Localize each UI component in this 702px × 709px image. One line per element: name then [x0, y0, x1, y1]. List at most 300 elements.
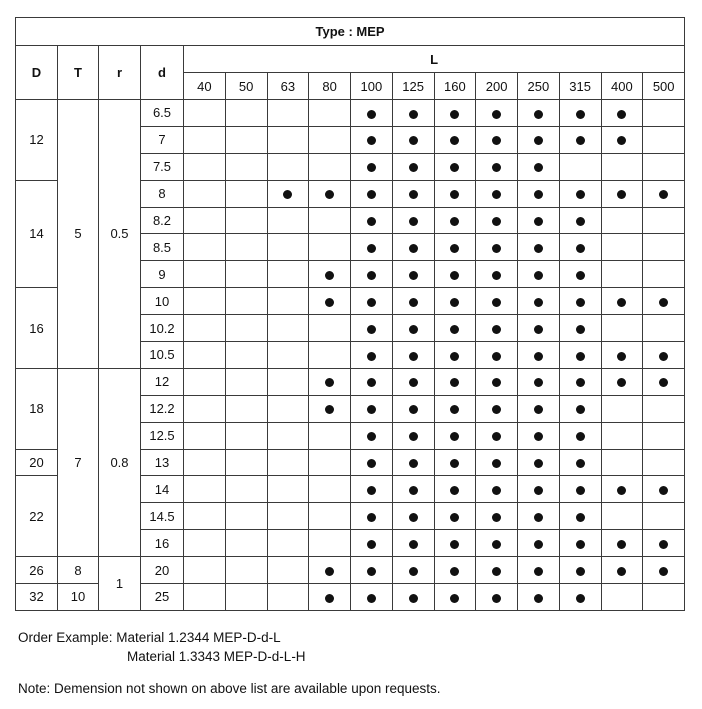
availability-cell	[434, 207, 476, 234]
available-dot-icon	[367, 513, 376, 522]
available-dot-icon	[409, 594, 418, 603]
available-dot-icon	[576, 405, 585, 414]
available-dot-icon	[534, 163, 543, 172]
availability-cell	[309, 126, 351, 153]
cell-D: 22	[16, 476, 58, 557]
cell-d: 14.5	[141, 503, 184, 530]
availability-cell	[351, 100, 393, 127]
availability-cell	[518, 503, 560, 530]
availability-cell	[351, 288, 393, 315]
availability-cell	[184, 503, 226, 530]
table-row	[16, 100, 685, 127]
availability-cell	[643, 342, 685, 369]
notes	[18, 628, 441, 698]
availability-cell	[643, 180, 685, 207]
available-dot-icon	[450, 217, 459, 226]
available-dot-icon	[492, 271, 501, 280]
available-dot-icon	[534, 136, 543, 145]
availability-cell	[601, 530, 643, 557]
table-row	[16, 368, 685, 395]
available-dot-icon	[492, 110, 501, 119]
available-dot-icon	[659, 540, 668, 549]
availability-cell	[392, 557, 434, 584]
availability-cell	[643, 153, 685, 180]
table-row	[16, 557, 685, 584]
availability-cell	[351, 395, 393, 422]
availability-cell	[225, 530, 267, 557]
available-dot-icon	[659, 190, 668, 199]
available-dot-icon	[367, 352, 376, 361]
availability-cell	[351, 530, 393, 557]
availability-cell	[434, 126, 476, 153]
available-dot-icon	[492, 378, 501, 387]
availability-cell	[184, 557, 226, 584]
available-dot-icon	[617, 110, 626, 119]
availability-cell	[225, 207, 267, 234]
availability-cell	[392, 422, 434, 449]
available-dot-icon	[492, 594, 501, 603]
available-dot-icon	[283, 190, 292, 199]
available-dot-icon	[534, 298, 543, 307]
availability-cell	[559, 503, 601, 530]
availability-note: Note: Demension not shown on above list are available upon requests.	[18, 681, 441, 696]
availability-cell	[225, 261, 267, 288]
availability-cell	[351, 315, 393, 342]
available-dot-icon	[534, 217, 543, 226]
availability-cell	[351, 503, 393, 530]
cell-D: 32	[16, 584, 58, 611]
availability-cell	[309, 449, 351, 476]
availability-cell	[643, 234, 685, 261]
availability-cell	[601, 234, 643, 261]
availability-cell	[392, 234, 434, 261]
available-dot-icon	[450, 513, 459, 522]
available-dot-icon	[325, 190, 334, 199]
header-r: r	[99, 46, 141, 100]
available-dot-icon	[409, 271, 418, 280]
availability-cell	[559, 395, 601, 422]
available-dot-icon	[576, 486, 585, 495]
availability-cell	[267, 530, 309, 557]
available-dot-icon	[450, 486, 459, 495]
cell-D: 26	[16, 557, 58, 584]
availability-cell	[518, 368, 560, 395]
available-dot-icon	[367, 244, 376, 253]
availability-cell	[518, 288, 560, 315]
availability-cell	[309, 100, 351, 127]
availability-cell	[518, 557, 560, 584]
table-title: Type : MEP	[16, 18, 685, 46]
available-dot-icon	[576, 594, 585, 603]
available-dot-icon	[450, 163, 459, 172]
available-dot-icon	[409, 298, 418, 307]
length-header-cell: 200	[476, 73, 518, 100]
availability-cell	[476, 288, 518, 315]
available-dot-icon	[576, 325, 585, 334]
available-dot-icon	[325, 271, 334, 280]
available-dot-icon	[367, 298, 376, 307]
availability-cell	[518, 476, 560, 503]
header-L: L	[184, 46, 685, 73]
availability-cell	[601, 503, 643, 530]
availability-cell	[434, 342, 476, 369]
availability-cell	[559, 422, 601, 449]
availability-cell	[309, 342, 351, 369]
availability-cell	[351, 422, 393, 449]
availability-cell	[643, 288, 685, 315]
available-dot-icon	[450, 459, 459, 468]
availability-cell	[392, 153, 434, 180]
available-dot-icon	[409, 217, 418, 226]
available-dot-icon	[492, 459, 501, 468]
availability-cell	[476, 395, 518, 422]
availability-cell	[267, 449, 309, 476]
availability-cell	[184, 368, 226, 395]
available-dot-icon	[409, 567, 418, 576]
availability-cell	[351, 261, 393, 288]
availability-cell	[643, 395, 685, 422]
availability-cell	[601, 584, 643, 611]
available-dot-icon	[367, 486, 376, 495]
available-dot-icon	[617, 190, 626, 199]
availability-cell	[267, 395, 309, 422]
available-dot-icon	[534, 271, 543, 280]
availability-cell	[309, 530, 351, 557]
cell-T: 7	[58, 368, 99, 556]
availability-cell	[267, 288, 309, 315]
availability-cell	[601, 180, 643, 207]
length-header-cell: 500	[643, 73, 685, 100]
header-d: d	[141, 46, 184, 100]
available-dot-icon	[534, 352, 543, 361]
availability-cell	[392, 180, 434, 207]
availability-cell	[309, 207, 351, 234]
availability-cell	[225, 100, 267, 127]
availability-cell	[476, 530, 518, 557]
availability-cell	[309, 476, 351, 503]
cell-d: 12.5	[141, 422, 184, 449]
available-dot-icon	[367, 459, 376, 468]
available-dot-icon	[367, 271, 376, 280]
availability-cell	[518, 261, 560, 288]
availability-cell	[601, 153, 643, 180]
available-dot-icon	[450, 298, 459, 307]
availability-cell	[351, 368, 393, 395]
availability-cell	[309, 395, 351, 422]
available-dot-icon	[534, 594, 543, 603]
availability-cell	[351, 234, 393, 261]
availability-cell	[476, 449, 518, 476]
availability-cell	[184, 315, 226, 342]
availability-cell	[601, 100, 643, 127]
availability-cell	[351, 153, 393, 180]
availability-cell	[643, 449, 685, 476]
availability-cell	[476, 557, 518, 584]
availability-cell	[476, 261, 518, 288]
availability-cell	[225, 557, 267, 584]
availability-cell	[309, 153, 351, 180]
length-header-cell: 160	[434, 73, 476, 100]
availability-cell	[309, 261, 351, 288]
header-D: D	[16, 46, 58, 100]
availability-cell	[476, 368, 518, 395]
cell-d: 8	[141, 180, 184, 207]
availability-cell	[184, 153, 226, 180]
cell-d: 25	[141, 584, 184, 611]
availability-cell	[559, 100, 601, 127]
availability-cell	[184, 180, 226, 207]
availability-cell	[559, 584, 601, 611]
availability-cell	[392, 100, 434, 127]
availability-cell	[476, 476, 518, 503]
available-dot-icon	[492, 567, 501, 576]
available-dot-icon	[576, 378, 585, 387]
availability-cell	[601, 207, 643, 234]
availability-cell	[434, 234, 476, 261]
cell-d: 14	[141, 476, 184, 503]
available-dot-icon	[409, 432, 418, 441]
length-header-cell: 315	[559, 73, 601, 100]
available-dot-icon	[492, 540, 501, 549]
available-dot-icon	[409, 244, 418, 253]
length-header-cell: 400	[601, 73, 643, 100]
available-dot-icon	[409, 513, 418, 522]
availability-cell	[434, 153, 476, 180]
order-example-line1: Order Example: Material 1.2344 MEP-D-d-L	[18, 630, 281, 645]
availability-cell	[392, 342, 434, 369]
available-dot-icon	[659, 378, 668, 387]
availability-cell	[434, 476, 476, 503]
availability-cell	[392, 395, 434, 422]
cell-d: 13	[141, 449, 184, 476]
availability-cell	[225, 315, 267, 342]
availability-cell	[184, 261, 226, 288]
available-dot-icon	[450, 405, 459, 414]
availability-cell	[643, 315, 685, 342]
availability-cell	[643, 207, 685, 234]
availability-cell	[559, 126, 601, 153]
availability-cell	[392, 207, 434, 234]
cell-d: 16	[141, 530, 184, 557]
cell-d: 6.5	[141, 100, 184, 127]
availability-cell	[184, 207, 226, 234]
availability-cell	[184, 395, 226, 422]
available-dot-icon	[450, 540, 459, 549]
cell-r: 0.5	[99, 100, 141, 369]
availability-cell	[309, 557, 351, 584]
availability-cell	[601, 395, 643, 422]
availability-cell	[225, 180, 267, 207]
availability-cell	[434, 584, 476, 611]
availability-cell	[267, 153, 309, 180]
available-dot-icon	[450, 110, 459, 119]
available-dot-icon	[367, 163, 376, 172]
availability-cell	[643, 261, 685, 288]
available-dot-icon	[367, 405, 376, 414]
length-header-cell: 250	[518, 73, 560, 100]
available-dot-icon	[492, 325, 501, 334]
availability-cell	[225, 153, 267, 180]
available-dot-icon	[450, 352, 459, 361]
availability-cell	[225, 584, 267, 611]
available-dot-icon	[534, 459, 543, 468]
availability-cell	[184, 126, 226, 153]
available-dot-icon	[576, 567, 585, 576]
availability-cell	[351, 207, 393, 234]
available-dot-icon	[576, 298, 585, 307]
available-dot-icon	[409, 405, 418, 414]
available-dot-icon	[450, 594, 459, 603]
available-dot-icon	[534, 325, 543, 334]
availability-cell	[225, 234, 267, 261]
available-dot-icon	[617, 352, 626, 361]
availability-cell	[643, 503, 685, 530]
availability-cell	[601, 449, 643, 476]
availability-cell	[434, 100, 476, 127]
available-dot-icon	[367, 594, 376, 603]
availability-cell	[267, 234, 309, 261]
available-dot-icon	[576, 271, 585, 280]
availability-cell	[434, 180, 476, 207]
availability-cell	[351, 557, 393, 584]
availability-cell	[518, 207, 560, 234]
availability-cell	[267, 261, 309, 288]
availability-cell	[392, 584, 434, 611]
cell-T: 10	[58, 584, 99, 611]
availability-cell	[434, 368, 476, 395]
available-dot-icon	[325, 567, 334, 576]
availability-cell	[476, 100, 518, 127]
cell-D: 16	[16, 288, 58, 369]
available-dot-icon	[492, 298, 501, 307]
length-header-cell: 125	[392, 73, 434, 100]
availability-cell	[184, 100, 226, 127]
availability-cell	[601, 342, 643, 369]
cell-d: 7.5	[141, 153, 184, 180]
availability-cell	[434, 422, 476, 449]
availability-cell	[225, 126, 267, 153]
available-dot-icon	[576, 244, 585, 253]
available-dot-icon	[409, 190, 418, 199]
availability-cell	[392, 368, 434, 395]
available-dot-icon	[492, 405, 501, 414]
cell-r: 0.8	[99, 368, 141, 556]
availability-cell	[518, 395, 560, 422]
availability-cell	[267, 557, 309, 584]
available-dot-icon	[450, 432, 459, 441]
availability-cell	[267, 180, 309, 207]
availability-cell	[392, 288, 434, 315]
availability-cell	[184, 422, 226, 449]
availability-cell	[267, 476, 309, 503]
availability-cell	[392, 449, 434, 476]
available-dot-icon	[409, 459, 418, 468]
availability-cell	[559, 557, 601, 584]
available-dot-icon	[409, 486, 418, 495]
availability-cell	[643, 557, 685, 584]
availability-cell	[309, 503, 351, 530]
availability-cell	[559, 315, 601, 342]
available-dot-icon	[576, 540, 585, 549]
available-dot-icon	[492, 244, 501, 253]
available-dot-icon	[659, 486, 668, 495]
cell-T: 8	[58, 557, 99, 584]
available-dot-icon	[492, 163, 501, 172]
availability-cell	[434, 449, 476, 476]
available-dot-icon	[534, 405, 543, 414]
available-dot-icon	[659, 352, 668, 361]
availability-cell	[476, 315, 518, 342]
availability-cell	[392, 503, 434, 530]
available-dot-icon	[450, 190, 459, 199]
cell-D: 14	[16, 180, 58, 288]
available-dot-icon	[409, 378, 418, 387]
available-dot-icon	[617, 378, 626, 387]
availability-cell	[225, 449, 267, 476]
availability-cell	[184, 476, 226, 503]
availability-cell	[518, 315, 560, 342]
availability-cell	[351, 180, 393, 207]
availability-cell	[518, 584, 560, 611]
availability-cell	[601, 422, 643, 449]
availability-cell	[267, 368, 309, 395]
availability-cell	[643, 476, 685, 503]
availability-cell	[351, 476, 393, 503]
availability-cell	[434, 395, 476, 422]
availability-cell	[225, 503, 267, 530]
availability-cell	[225, 288, 267, 315]
availability-cell	[643, 584, 685, 611]
available-dot-icon	[576, 110, 585, 119]
available-dot-icon	[576, 459, 585, 468]
availability-cell	[601, 557, 643, 584]
availability-cell	[643, 126, 685, 153]
cell-d: 7	[141, 126, 184, 153]
available-dot-icon	[367, 190, 376, 199]
availability-cell	[559, 342, 601, 369]
availability-cell	[267, 342, 309, 369]
availability-cell	[518, 342, 560, 369]
available-dot-icon	[492, 486, 501, 495]
available-dot-icon	[409, 163, 418, 172]
available-dot-icon	[325, 378, 334, 387]
available-dot-icon	[450, 378, 459, 387]
availability-cell	[267, 315, 309, 342]
order-example-line2: Material 1.3343 MEP-D-d-L-H	[127, 649, 306, 664]
available-dot-icon	[409, 325, 418, 334]
available-dot-icon	[450, 567, 459, 576]
available-dot-icon	[492, 190, 501, 199]
availability-cell	[309, 180, 351, 207]
availability-cell	[225, 476, 267, 503]
available-dot-icon	[367, 432, 376, 441]
availability-cell	[309, 368, 351, 395]
availability-cell	[184, 288, 226, 315]
availability-cell	[184, 530, 226, 557]
availability-cell	[476, 342, 518, 369]
availability-cell	[559, 449, 601, 476]
available-dot-icon	[617, 136, 626, 145]
available-dot-icon	[534, 378, 543, 387]
availability-cell	[392, 126, 434, 153]
available-dot-icon	[617, 540, 626, 549]
available-dot-icon	[325, 594, 334, 603]
availability-cell	[601, 126, 643, 153]
cell-D: 20	[16, 449, 58, 476]
available-dot-icon	[492, 352, 501, 361]
availability-cell	[184, 449, 226, 476]
availability-cell	[309, 315, 351, 342]
